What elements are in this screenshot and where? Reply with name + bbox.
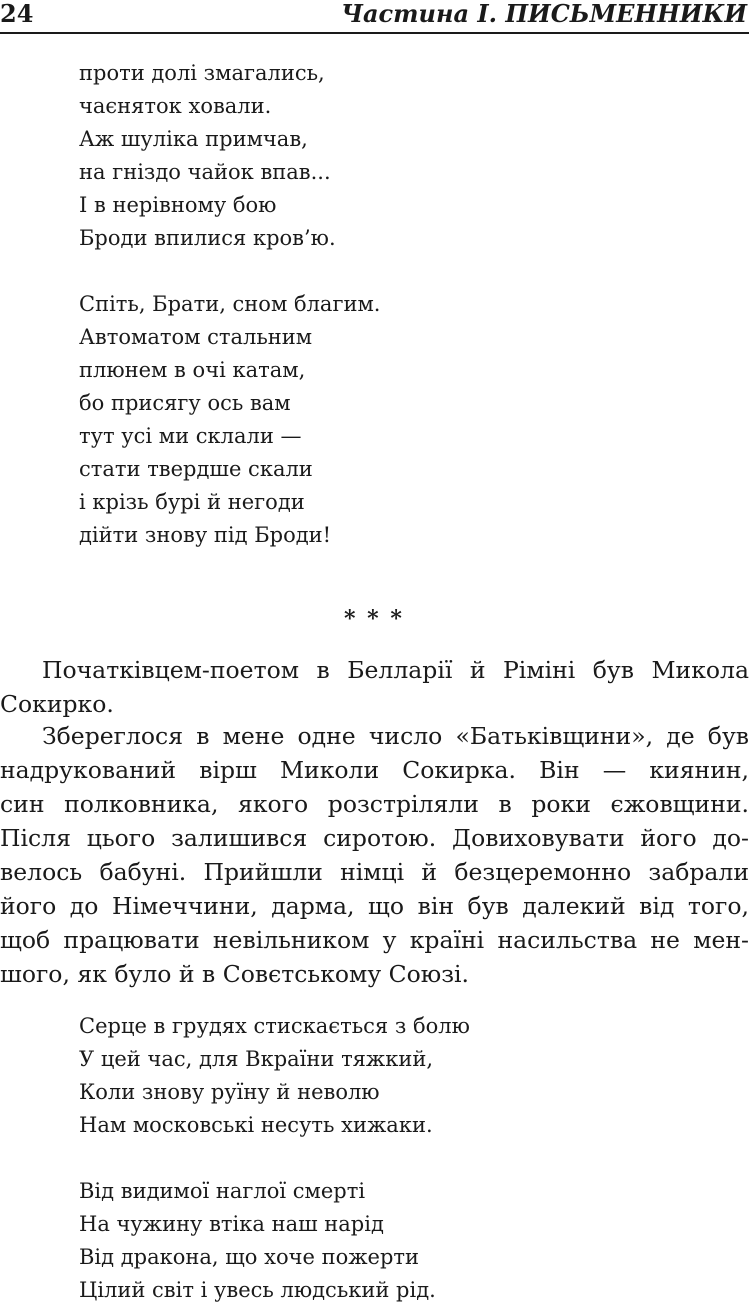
- poem-1: [79, 57, 380, 552]
- poem-2-stanza-2: [79, 1175, 470, 1307]
- paragraph-line: велось бабуні. Прийшли німці й безцеремонно забрали: [0, 858, 749, 886]
- verse-line: Нам московські несуть хижаки.: [79, 1113, 433, 1137]
- verse-line: Серце в грудях стискається з болю: [79, 1014, 470, 1038]
- verse-line: Аж шуліка примчав,: [79, 127, 308, 151]
- verse-line: плюнем в очі катам,: [79, 358, 306, 382]
- verse-line: Від дракона, що хоче пожерти: [79, 1245, 420, 1269]
- verse-line: І в нерівному бою: [79, 193, 277, 217]
- paragraph-line: шого, як було й в Совєтському Союзі.: [0, 960, 470, 988]
- verse-line: Спіть, Брати, сном благим.: [79, 292, 381, 316]
- paragraph-line: Початківцем-поетом в Белларії й Ріміні був Микола: [42, 656, 749, 684]
- verse-line: Коли знову руїну й неволю: [79, 1080, 380, 1104]
- verse-line: У цей час, для Вкраїни тяжкий,: [79, 1047, 434, 1071]
- stanza-gap: [79, 1142, 470, 1175]
- paragraph-line: його до Німеччини, дарма, що він був далекий від того,: [0, 892, 749, 920]
- verse-line: на гніздо чайок впав...: [79, 160, 331, 184]
- verse-line: і крізь бурі й негоди: [79, 490, 305, 514]
- paragraph-1: [0, 653, 749, 721]
- verse-line: На чужину втіка наш нарід: [79, 1212, 384, 1236]
- verse-line: стати твердше скали: [79, 457, 313, 481]
- verse-line: тут усі ми склали —: [79, 424, 302, 448]
- section-separator: * * *: [344, 606, 404, 632]
- stanza-gap: [79, 255, 380, 288]
- poem-1-stanza-1: [79, 57, 380, 255]
- page-number: 24: [0, 0, 34, 28]
- paragraph-line: Сокирко.: [0, 690, 114, 718]
- verse-line: Від видимої наглої смерті: [79, 1179, 366, 1203]
- paragraph-2: [0, 719, 749, 991]
- paragraph-line: Після цього залишився сиротою. Довиховувати його до-: [0, 824, 749, 852]
- paragraph-line: Збереглося в мене одне число «Батьківщини», де був: [42, 722, 749, 750]
- poem-2-stanza-1: [79, 1010, 470, 1142]
- verse-line: бо присягу ось вам: [79, 391, 291, 415]
- poem-1-stanza-2: [79, 288, 380, 552]
- verse-line: Броди впилися кров’ю.: [79, 226, 336, 250]
- page-header: [0, 0, 749, 34]
- running-title: Частина І. ПИСЬМЕННИКИ: [341, 0, 747, 28]
- paragraph-line: надрукований вірш Миколи Сокирка. Він — киянин,: [0, 756, 749, 784]
- verse-line: проти долі змагались,: [79, 61, 325, 85]
- verse-line: дійти знову під Броди!: [79, 523, 332, 547]
- paragraph-line: щоб працювати невільником у країні насильства не мен-: [0, 926, 749, 954]
- verse-line: чаєняток ховали.: [79, 94, 272, 118]
- verse-line: Автоматом стальним: [79, 325, 313, 349]
- poem-2: [79, 1010, 470, 1307]
- verse-line: Цілий світ і увесь людський рід.: [79, 1278, 436, 1302]
- paragraph-line: син полковника, якого розстріляли в роки єжовщини.: [0, 790, 749, 818]
